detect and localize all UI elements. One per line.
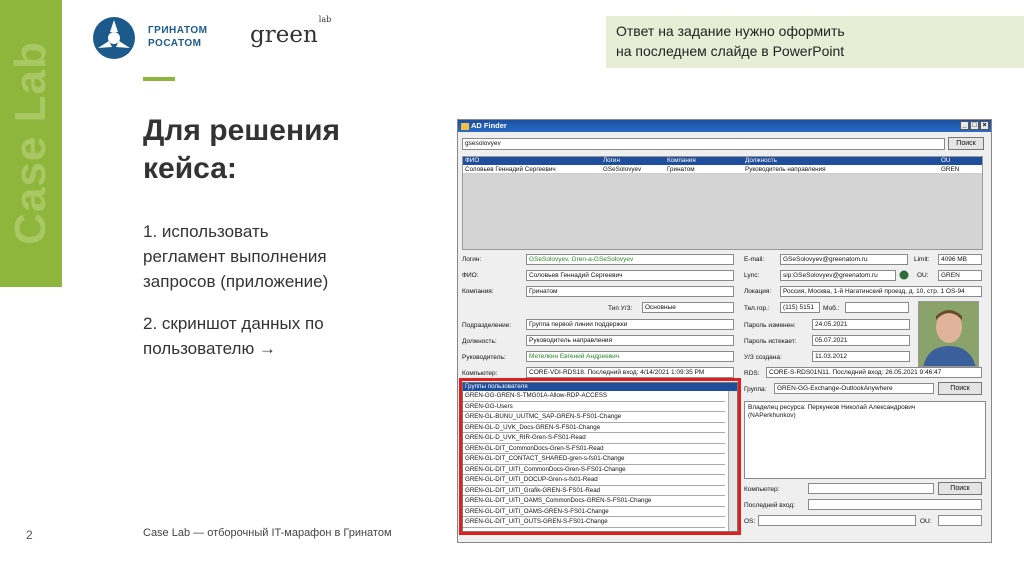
pwd-expires-field[interactable]: 05.07.2021 xyxy=(812,335,910,346)
limit-field[interactable]: 4096 MB xyxy=(938,254,982,265)
mobile-label: Моб.: xyxy=(823,305,840,312)
list-item[interactable]: GREN-GL-DIT_UITI_OUTS-GREN-S-FS01-Change xyxy=(463,517,725,528)
window-titlebar xyxy=(458,120,991,132)
ou-field[interactable]: GREN xyxy=(938,270,982,281)
lync-label: Lync: xyxy=(744,272,760,279)
list-item[interactable]: GREN-GL-BUNU_UUTMC_SAP-GREN-S-FS01-Change xyxy=(463,412,725,423)
point2-line2: пользователю → xyxy=(143,339,276,358)
phone-field[interactable]: (115) 5151 xyxy=(780,302,820,313)
brand-line2: РОСАТОМ xyxy=(148,38,202,49)
groups-header: Группы пользователя xyxy=(463,383,737,391)
list-item[interactable]: GREN-GL-DIT_UITI_OAMS-GREN-S-FS01-Change xyxy=(463,507,725,518)
computer-search-button[interactable]: Поиск xyxy=(938,482,982,495)
grid-col-login[interactable]: Логин xyxy=(603,157,620,164)
computer2-field[interactable] xyxy=(808,483,934,494)
row-position: Руководитель направления xyxy=(745,166,826,173)
list-item[interactable]: GREN-GL-DIT_CommonDocs-Gren-S-FS01-Read xyxy=(463,444,725,455)
login-label: Логин: xyxy=(462,256,482,263)
point1-line1: 1. использовать xyxy=(143,222,269,241)
rds-field[interactable]: CORE-S-RDS01N11. Последний вход: 26.05.2021 9:46:47 xyxy=(766,367,982,378)
search-button[interactable]: Поиск xyxy=(948,137,984,150)
company-label: Компания: xyxy=(462,288,494,295)
note-line2: на последнем слайде в PowerPoint xyxy=(616,43,845,59)
resource-owner-box xyxy=(744,401,986,479)
position-field[interactable]: Руководитель направления xyxy=(526,335,734,346)
list-item[interactable]: GREN-GL-DIT_CONTACT_SHARED-gren-s-fs01-Change xyxy=(463,454,725,465)
email-field[interactable]: GSeSolovyev@greenatom.ru xyxy=(780,254,908,265)
pwd-expires-label: Пароль истекает: xyxy=(744,338,797,345)
headline-line1: Для решения xyxy=(143,114,341,147)
manager-field[interactable]: Метелкин Евгений Андреевич xyxy=(526,351,734,362)
table-row[interactable] xyxy=(463,165,982,174)
os-label: OS: xyxy=(744,518,756,525)
last-login-field[interactable] xyxy=(808,499,982,510)
window-title: AD Finder xyxy=(471,121,507,130)
list-item[interactable]: GREN-GG-GREN-S-TMG01A-Allow-RDP-ACCESS xyxy=(463,391,725,402)
grid-col-company[interactable]: Компания xyxy=(667,157,696,164)
department-field[interactable]: Группа первой линии поддержки xyxy=(526,319,734,330)
department-label: Подразделение: xyxy=(462,322,512,329)
grid-col-position[interactable]: Должность xyxy=(745,157,777,164)
grid-col-fio[interactable]: ФИО xyxy=(465,157,480,164)
computer2-label: Компьютер: xyxy=(744,486,780,493)
lync-field[interactable]: sip:GSeSolovyev@greenatom.ru xyxy=(780,270,896,281)
type-uz-label: Тип У/З: xyxy=(608,305,633,312)
results-grid xyxy=(462,156,983,250)
owner-line1: Владелец ресурса: Перкунков Николай Александрович xyxy=(748,404,916,411)
search-input[interactable]: gsesolovyev xyxy=(462,138,945,150)
user-photo xyxy=(918,301,979,367)
point1-line2: регламент выполнения xyxy=(143,247,327,266)
note-box xyxy=(606,16,1024,68)
ou2-field[interactable] xyxy=(938,515,982,526)
brand-text xyxy=(148,24,207,50)
computer-label: Компьютер: xyxy=(462,370,498,377)
list-item[interactable]: GREN-GL-DIT_UITI_OAMS_CommonDocs-GREN-S-FS01-Change xyxy=(463,496,725,507)
row-ou: GREN xyxy=(941,166,960,173)
os-field[interactable] xyxy=(758,515,916,526)
point1-line3: запросов (приложение) xyxy=(143,272,329,291)
side-strip xyxy=(0,0,62,287)
group-field[interactable]: GREN-GG-Exchange-OutlookAnywhere xyxy=(774,383,934,394)
rosatom-logo-icon xyxy=(92,16,136,60)
page-number: 2 xyxy=(26,528,33,542)
row-company: Гринатом xyxy=(667,166,695,173)
fio-field[interactable]: Соловьев Геннадий Сергеевич xyxy=(526,270,734,281)
last-login-label: Последний вход: xyxy=(744,502,795,509)
accent-bar xyxy=(143,77,175,81)
mobile-field[interactable] xyxy=(845,302,909,313)
footer-text: Case Lab — отборочный IT-марафон в Гринатом xyxy=(143,527,392,539)
group-label: Группа: xyxy=(744,386,767,393)
groups-highlight-frame xyxy=(459,378,741,535)
position-label: Должность: xyxy=(462,338,497,345)
login-field[interactable]: GSeSolovyev, Gren-a-GSeSolovyev xyxy=(526,254,734,265)
rds-label: RDS: xyxy=(744,370,760,377)
side-label: Case Lab xyxy=(6,41,55,245)
list-item[interactable]: GREN-GL-DIT_UITI_DOCUP-Gren-s-fs01-Read xyxy=(463,475,725,486)
fio-label: ФИО: xyxy=(462,272,479,279)
phone-label: Тел.гор.: xyxy=(744,305,770,312)
brand-line1: ГРИНАТОМ xyxy=(148,25,208,36)
point-2 xyxy=(143,311,324,361)
location-field[interactable]: Россия, Москва, 1-й Нагатинский проезд, д. 10, стр. 1 OS-94 xyxy=(780,286,982,297)
email-label: E-mail: xyxy=(744,256,765,263)
account-created-field[interactable]: 11.03.2012 xyxy=(812,351,910,362)
close-icon[interactable]: × xyxy=(980,121,989,130)
list-item[interactable]: GREN-GL-D_UVK_Docs-GREN-S-FS01-Change xyxy=(463,423,725,434)
point-1 xyxy=(143,219,328,294)
account-created-label: У/З создана: xyxy=(744,354,782,361)
app-icon xyxy=(461,123,469,130)
owner-line2: (NAPerkhunkov) xyxy=(748,412,796,419)
limit-label: Limit: xyxy=(914,256,930,263)
ou2-label: OU: xyxy=(920,518,932,525)
list-item[interactable]: GREN-GL-DIT_UITI_CommonDocs-Gren-S-FS01-Change xyxy=(463,465,725,476)
computer-field[interactable]: CORE-VDI-RDS18. Последний вход: 4/14/2021 1:09:35 PM xyxy=(526,367,734,378)
status-globe-icon xyxy=(899,270,909,280)
list-item[interactable]: GREN-GL-D_UVK_RIR-Gren-S-FS01-Read xyxy=(463,433,725,444)
pwd-changed-label: Пароль изменен: xyxy=(744,322,796,329)
grid-header xyxy=(463,157,982,165)
note-line1: Ответ на задание нужно оформить xyxy=(616,23,845,39)
green-logo-sup: lab xyxy=(318,15,332,25)
ou-label: OU: xyxy=(917,272,929,279)
row-fio: Соловьев Геннадий Сергеевич xyxy=(465,166,556,173)
pwd-changed-field[interactable]: 24.05.2021 xyxy=(812,319,910,330)
grid-col-ou[interactable]: OU xyxy=(941,157,951,164)
headline-line2: кейса: xyxy=(143,152,237,185)
slide-headline xyxy=(143,112,340,188)
maximize-icon[interactable]: □ xyxy=(970,121,979,130)
minimize-icon[interactable]: _ xyxy=(960,121,969,130)
type-uz-field[interactable]: Основные xyxy=(642,302,734,313)
list-item[interactable]: GREN-GG-Users xyxy=(463,402,725,413)
manager-label: Руководитель: xyxy=(462,354,506,361)
location-label: Локация: xyxy=(744,288,772,295)
row-login: GSeSolovyev xyxy=(603,166,642,173)
list-item[interactable]: GREN-GL-DIT_UITI_Grafik-GREN-S-FS01-Read xyxy=(463,486,725,497)
avatar-icon xyxy=(919,302,979,367)
point2-line1: 2. скриншот данных по xyxy=(143,314,324,333)
group-search-button[interactable]: Поиск xyxy=(938,382,982,395)
greenlab-logo xyxy=(250,15,332,48)
green-logo-text: green xyxy=(250,22,318,48)
company-field[interactable]: Гринатом xyxy=(526,286,734,297)
